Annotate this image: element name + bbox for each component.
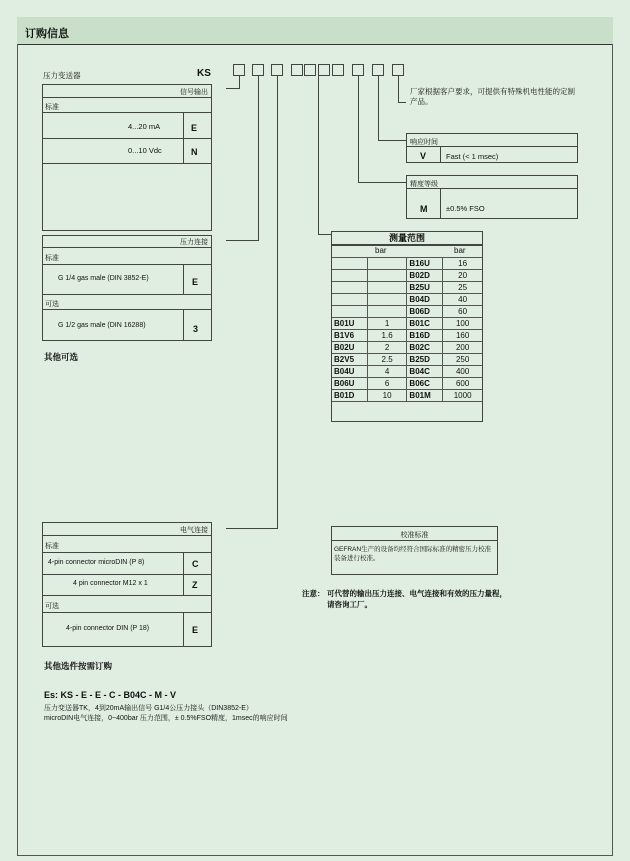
pressure-standard-code: E <box>192 277 199 287</box>
signal-option-code: N <box>191 147 198 157</box>
code-box-electrical <box>271 64 283 76</box>
signal-option-code: E <box>191 123 198 133</box>
code-box-accuracy <box>352 64 364 76</box>
example-line: microDIN电气连接，0~400bar 压力范围，± 0.5%FSO精度，1msec的响应时间 <box>44 715 288 722</box>
range-value: 20 <box>443 270 483 282</box>
code-box-range-4 <box>332 64 344 76</box>
code-box-response <box>372 64 384 76</box>
range-code: B04U <box>332 366 368 378</box>
range-value: 6 <box>367 378 407 390</box>
electrical-option-code: C <box>192 559 199 569</box>
code-box-range-3 <box>318 64 330 76</box>
range-code: B02C <box>407 342 443 354</box>
range-value: 400 <box>443 366 483 378</box>
range-code: B16U <box>407 258 443 270</box>
example-code: Es: KS - E - E - C - B04C - M - V <box>44 690 177 700</box>
range-value: 1000 <box>443 390 483 402</box>
range-code: B06C <box>407 378 443 390</box>
range-code: B25U <box>407 282 443 294</box>
electrical-optional-label: 可选 <box>45 603 59 610</box>
electrical-optional-code: E <box>192 625 199 635</box>
pressure-optional-option: G 1/2 gas male (DIN 16288) <box>58 322 146 329</box>
range-code: B25D <box>407 354 443 366</box>
range-code: B1V6 <box>332 330 368 342</box>
range-code: B01U <box>332 318 368 330</box>
range-value: 25 <box>443 282 483 294</box>
range-code: B04C <box>407 366 443 378</box>
electrical-option-label: 4-pin connector microDIN (P 8) <box>48 559 145 566</box>
range-code: B01M <box>407 390 443 402</box>
range-code: B02D <box>407 270 443 282</box>
pressure-optional-label: 可选 <box>45 301 59 308</box>
signal-output-title: 信号输出 <box>180 89 208 96</box>
product-name: 压力变送器 <box>43 71 81 80</box>
other-order-label: 其他选件按需订购 <box>44 661 113 671</box>
range-code: B06U <box>332 378 368 390</box>
pressure-connection-title: 压力连接 <box>180 239 208 246</box>
response-time-title: 响应时间 <box>410 139 438 146</box>
range-value: 16 <box>443 258 483 270</box>
range-value: 160 <box>443 330 483 342</box>
pressure-optional-code: 3 <box>193 324 199 334</box>
code-box-range-1 <box>291 64 303 76</box>
range-value: 2.5 <box>367 354 407 366</box>
electrical-standard-label: 标准 <box>45 543 59 550</box>
range-value: 60 <box>443 306 483 318</box>
product-code: KS <box>197 68 211 79</box>
code-box-range-2 <box>304 64 316 76</box>
electrical-optional-option: 4-pin connector DIN (P 18) <box>66 625 150 632</box>
accuracy-title: 精度等级 <box>410 181 438 188</box>
notice-prefix: 注意： <box>302 589 325 598</box>
signal-option-label: 4...20 mA <box>128 122 161 131</box>
notice-text: 请咨询工厂。 <box>327 600 372 609</box>
accuracy-code: M <box>420 204 428 214</box>
range-unit: bar <box>454 246 466 255</box>
pressure-standard-option: G 1/4 gas male (DIN 3852-E) <box>58 275 149 282</box>
electrical-connection-title: 电气连接 <box>180 527 208 534</box>
pressure-standard-label: 标准 <box>45 255 59 262</box>
range-value: 10 <box>367 390 407 402</box>
range-value: 600 <box>443 378 483 390</box>
calibration-title: 校准标准 <box>400 532 429 539</box>
range-value: 100 <box>443 318 483 330</box>
code-box-pressure <box>252 64 264 76</box>
range-code: B02U <box>332 342 368 354</box>
range-code: B16D <box>407 330 443 342</box>
range-code: B04D <box>407 294 443 306</box>
code-box-custom <box>392 64 404 76</box>
code-box-signal <box>233 64 245 76</box>
range-unit: bar <box>375 246 387 255</box>
notice-text: 可代替的输出压力连接、电气连接和有效的压力量程， <box>327 589 507 598</box>
signal-output-box <box>42 84 212 231</box>
range-value: 200 <box>443 342 483 354</box>
response-time-value: Fast (< 1 msec) <box>446 152 499 161</box>
range-value: 4 <box>367 366 407 378</box>
signal-standard-label: 标准 <box>45 104 59 111</box>
calibration-text: GEFRAN生产的设备均经符合国际标准的精密压力校准装备进行校准。 <box>334 546 492 562</box>
signal-option-label: 0...10 Vdc <box>128 146 162 155</box>
range-frame <box>331 245 483 422</box>
range-value: 250 <box>443 354 483 366</box>
custom-note: 厂家根据客户要求，可提供有特殊机电性能的定制产品。 <box>410 87 575 106</box>
other-optional-label: 其他可选 <box>44 352 79 362</box>
range-code: B2V5 <box>332 354 368 366</box>
range-code: B01C <box>407 318 443 330</box>
section-title: 订购信息 <box>25 28 69 40</box>
range-value: 40 <box>443 294 483 306</box>
range-code: B06D <box>407 306 443 318</box>
range-value: 1 <box>367 318 407 330</box>
accuracy-value: ±0.5% FSO <box>446 204 485 213</box>
range-value: 1.6 <box>367 330 407 342</box>
example-line: 压力变送器TK，4到20mA输出信号 G1/4公压力接头（DIN3852-E） <box>44 705 253 712</box>
range-code: B01D <box>332 390 368 402</box>
range-value: 2 <box>367 342 407 354</box>
electrical-option-code: Z <box>192 580 198 590</box>
electrical-option-label: 4 pin connector M12 x 1 <box>73 580 148 587</box>
response-time-code: V <box>420 151 427 161</box>
range-title: 测量范围 <box>331 231 483 245</box>
section-header <box>17 17 613 45</box>
